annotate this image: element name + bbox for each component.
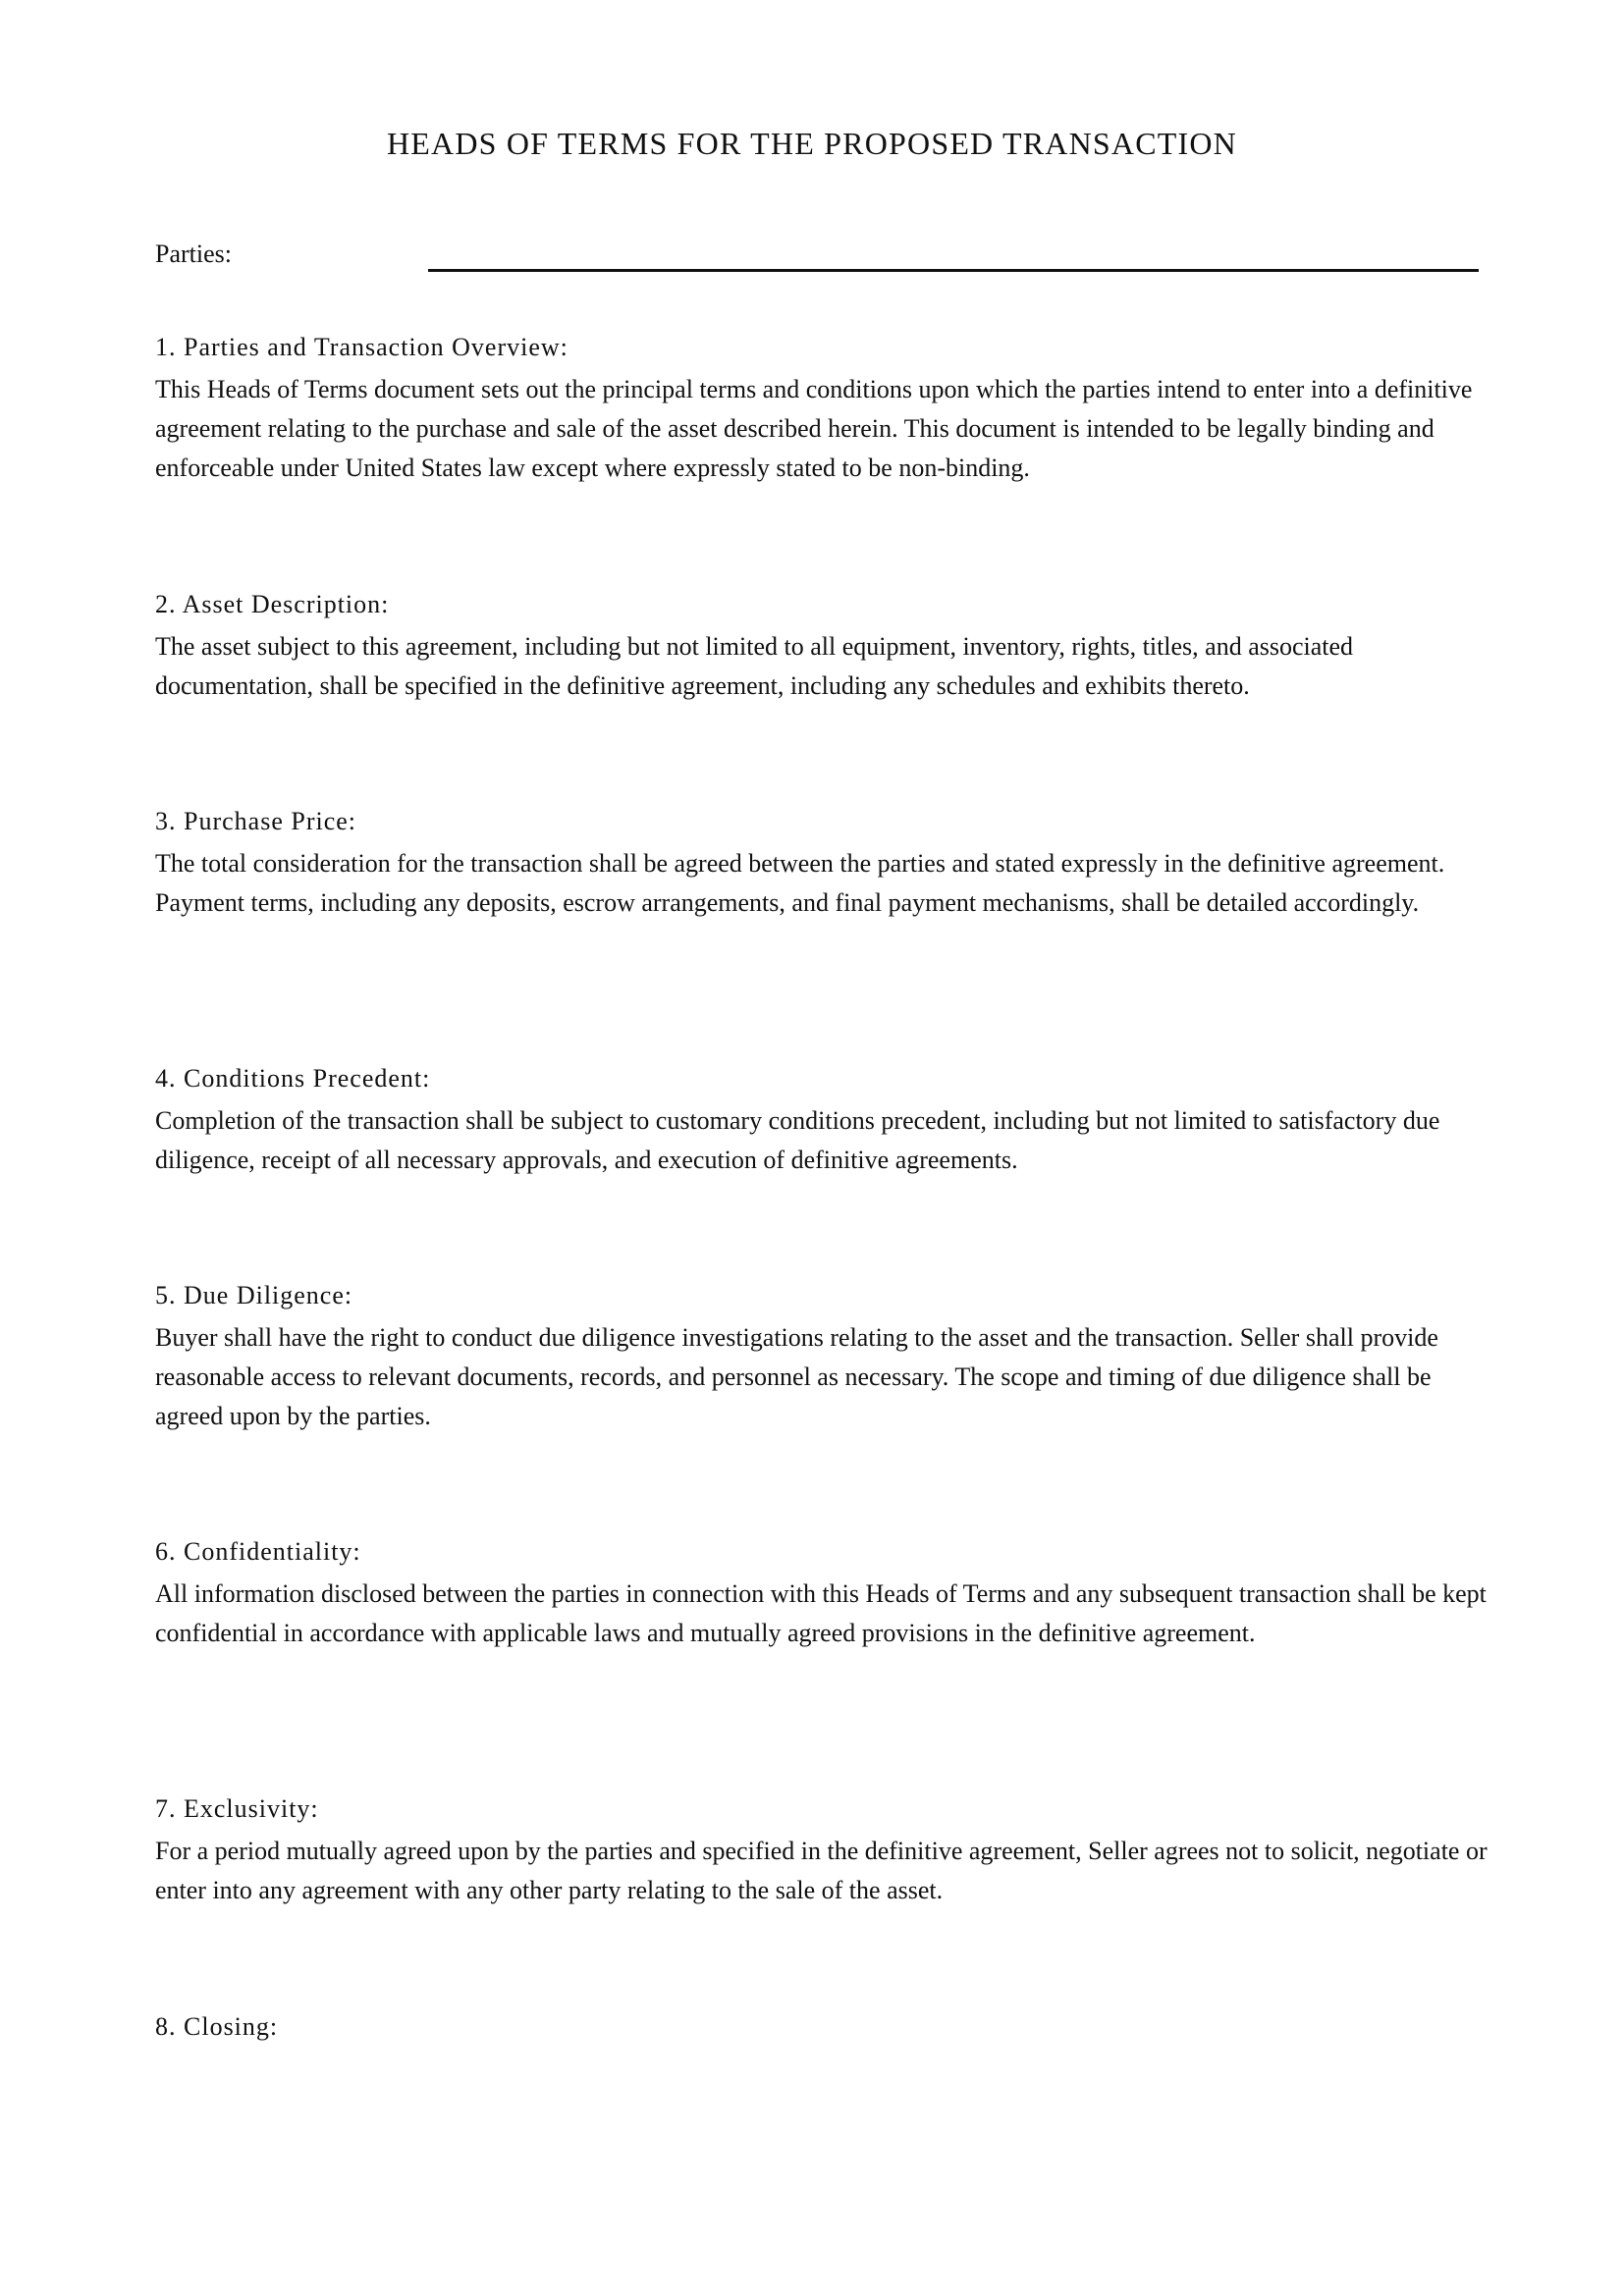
section-heading: 2. Asset Description: bbox=[155, 590, 390, 618]
section-heading: 1. Parties and Transaction Overview: bbox=[155, 333, 568, 361]
document-title: HEADS OF TERMS FOR THE PROPOSED TRANSACTION bbox=[387, 126, 1237, 161]
section-body: For a period mutually agreed upon by the parties and specified in the definitive agreement, Seller agrees not to solicit, negotiate or enter into any agreement with any other party relating to the sale of the asset. bbox=[155, 1837, 1488, 1904]
section-body: The total consideration for the transaction shall be agreed between the parties and stated expressly in the definitive agreement. Payment terms, including any deposits, escrow arrangements, and final payment mechanisms, shall be detailed accordingly. bbox=[155, 849, 1445, 917]
section-body: The asset subject to this agreement, including but not limited to all equipment, inventory, rights, titles, and associated documentation, shall be specified in the definitive agreement, including any schedules and exhibits thereto. bbox=[155, 632, 1354, 700]
section-purchase-price bbox=[155, 805, 1490, 923]
section-body: Buyer shall have the right to conduct due diligence investigations relating to the asset and the transaction. Seller shall provide reasonable access to relevant documents, records, and personnel as necessary. The scope and timing of due diligence shall be agreed upon by the parties. bbox=[155, 1323, 1438, 1430]
section-closing bbox=[155, 2010, 1490, 2050]
section-heading: 8. Closing: bbox=[155, 2012, 279, 2041]
section-body: All information disclosed between the parties in connection with this Heads of Terms and any subsequent transaction shall be kept confidential in accordance with applicable laws and mutually agreed provisions in the definitive agreement. bbox=[155, 1579, 1487, 1647]
section-heading: 7. Exclusivity: bbox=[155, 1794, 319, 1823]
section-parties-overview bbox=[155, 331, 1490, 488]
section-confidentiality bbox=[155, 1535, 1490, 1653]
section-heading: 4. Conditions Precedent: bbox=[155, 1064, 431, 1093]
parties-label: Parties: bbox=[155, 240, 232, 268]
section-heading: 6. Confidentiality: bbox=[155, 1537, 361, 1566]
section-heading: 3. Purchase Price: bbox=[155, 807, 357, 835]
section-exclusivity bbox=[155, 1792, 1490, 1910]
section-body: This Heads of Terms document sets out the principal terms and conditions upon which the parties intend to enter into a definitive agreement relating to the purchase and sale of the asset described herein. This document is intended to be legally binding and enforceable under United States law except where expressly stated to be non-binding. bbox=[155, 375, 1473, 482]
parties-input-line[interactable] bbox=[428, 269, 1479, 272]
section-heading: 5. Due Diligence: bbox=[155, 1281, 353, 1309]
section-body: Completion of the transaction shall be subject to customary conditions precedent, including but not limited to satisfactory due diligence, receipt of all necessary approvals, and execution of definitive agreements. bbox=[155, 1106, 1440, 1174]
section-due-diligence bbox=[155, 1279, 1490, 1436]
section-asset-description bbox=[155, 588, 1490, 706]
section-conditions-precedent bbox=[155, 1062, 1490, 1180]
